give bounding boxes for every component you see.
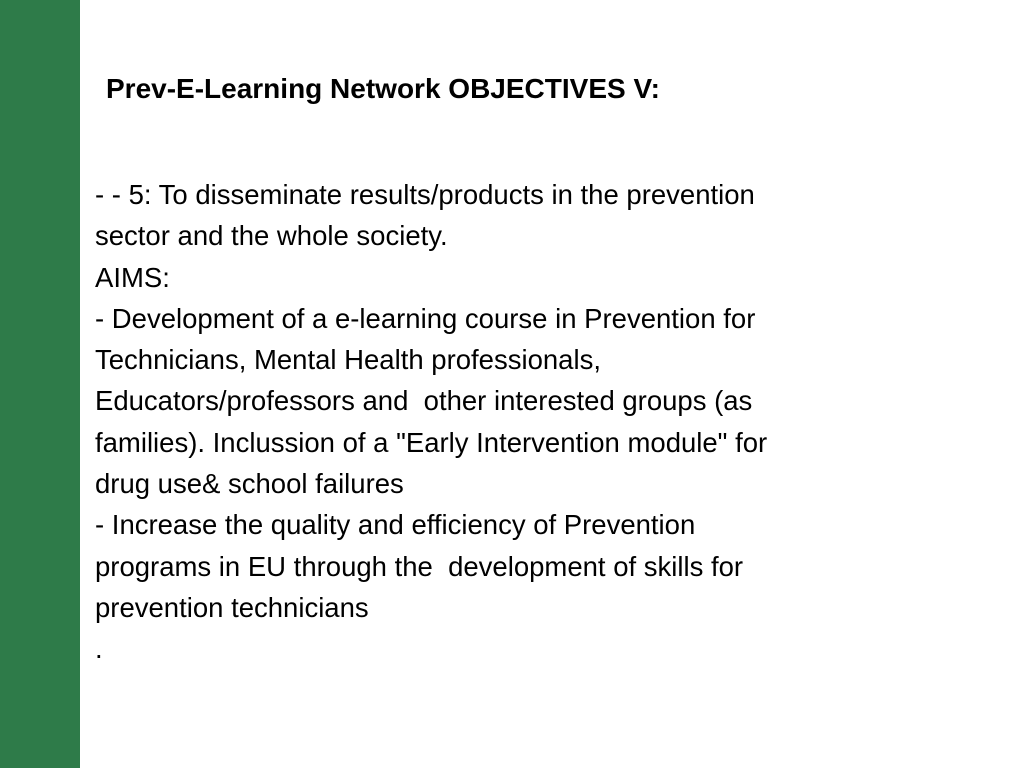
slide-title: Prev-E-Learning Network OBJECTIVES V: (106, 73, 660, 104)
body-line: Technicians, Mental Health professionals, (95, 344, 601, 376)
body-line: - Increase the quality and efficiency of Prevention (95, 509, 696, 541)
slide-body (95, 174, 955, 670)
body-line: prevention technicians (95, 591, 369, 623)
body-line: drug use& school failures (95, 468, 404, 500)
body-line: . (95, 633, 103, 665)
body-line: sector and the whole society. (95, 220, 448, 252)
body-line: families). Inclussion of a "Early Intervention module" for (95, 426, 768, 458)
body-line: - Development of a e-learning course in Prevention for (95, 302, 756, 334)
body-line: programs in EU through the development of skills for (95, 550, 744, 582)
body-line: AIMS: (95, 261, 170, 293)
body-line: Educators/professors and other interested groups (as (95, 385, 753, 417)
body-line: - - 5: To disseminate results/products in the prevention (95, 179, 755, 210)
left-accent-bar (0, 0, 80, 768)
